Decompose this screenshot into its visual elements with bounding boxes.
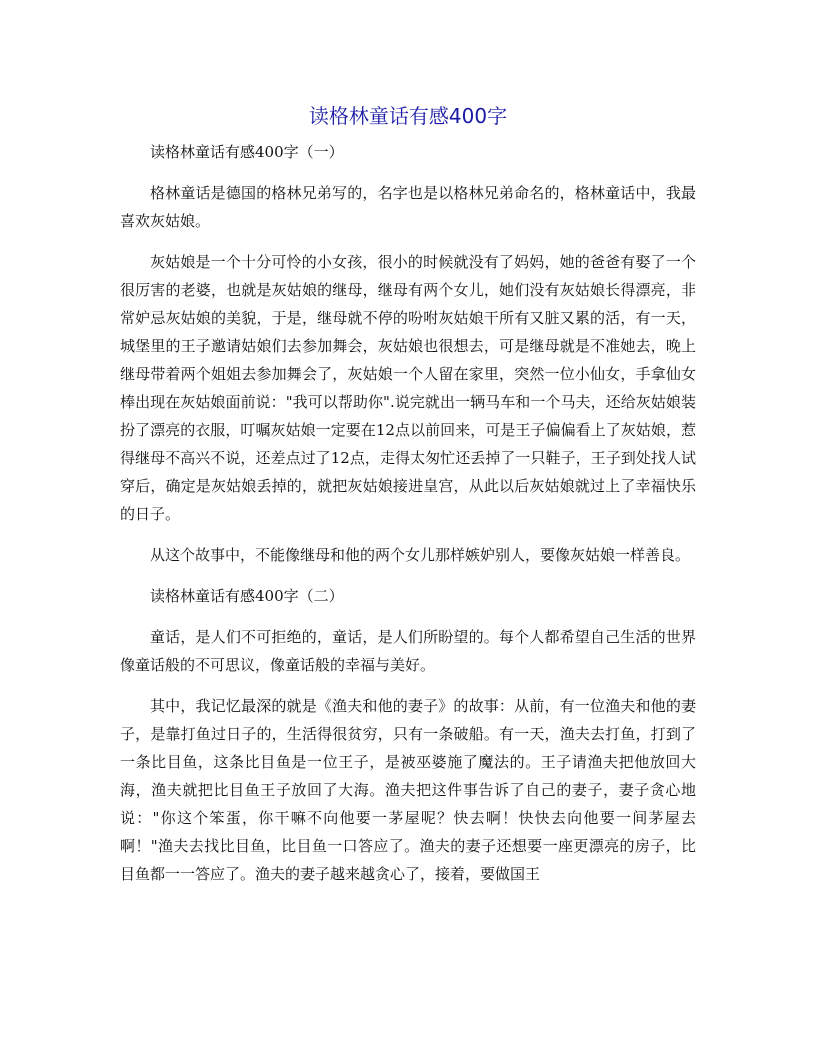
- section-heading-2: 读格林童话有感400字（二）: [150, 587, 344, 605]
- paragraph: 从这个故事中，不能像继母和他的两个女儿那样嫉妒别人，要像灰姑娘一样善良。: [150, 546, 691, 564]
- document-title: 读格林童话有感400字: [308, 104, 508, 128]
- section-heading-1: 读格林童话有感400字（一）: [150, 143, 344, 161]
- paragraph: 格林童话是德国的格林兄弟写的，名字也是以格林兄弟命名的，格林童话中，我最喜欢灰姑娘。: [120, 184, 696, 230]
- paragraph: 灰姑娘是一个十分可怜的小女孩，很小的时候就没有了妈妈，她的爸爸有娶了一个很厉害的老婆，也就是灰姑娘的继母，继母有两个女儿，她们没有灰姑娘长得漂亮，非常妒忌灰姑娘的美貌，于是，继母就不停的吩咐灰姑娘干所有又脏又累的活，有一天，城堡里的王子邀请姑娘们去参加舞会，灰姑娘也很想去，可是继母就是不准她去，晚上继母带着两个姐姐去参加舞会了，灰姑娘一个人留在家里，突然一位小仙女，手拿仙女棒出现在灰姑娘面前说："我可以帮助你".说完就出一辆马车和一个马夫，还给灰姑娘装扮了漂亮的衣服，叮嘱灰姑娘一定要在12点以前回来，可是王子偏偏看上了灰姑娘，惹得继母不高兴不说，还差点过了12点，走得太匆忙还丢掉了一只鞋子，王子到处找人试穿后，确定是灰姑娘丢掉的，就把灰姑娘接进皇宫，从此以后灰姑娘就过上了幸福快乐的日子。: [120, 253, 696, 523]
- document-body: [120, 138, 696, 901]
- paragraph: 童话，是人们不可拒绝的，童话，是人们所盼望的。每个人都希望自己生活的世界像童话般的不可思议，像童话般的幸福与美好。: [120, 628, 696, 674]
- paragraph: 其中，我记忆最深的就是《渔夫和他的妻子》的故事：从前，有一位渔夫和他的妻子，是靠打鱼过日子的，生活得很贫穷，只有一条破船。有一天，渔夫去打鱼，打到了一条比目鱼，这条比目鱼是一位王子，是被巫婆施了魔法的。王子请渔夫把他放回大海，渔夫就把比目鱼王子放回了大海。渔夫把这件事告诉了自己的妻子，妻子贪心地说："你这个笨蛋，你干嘛不向他要一茅屋呢？快去啊！快快去向他要一间茅屋去啊！"渔夫去找比目鱼，比目鱼一口答应了。渔夫的妻子还想要一座更漂亮的房子，比目鱼都一一答应了。渔夫的妻子越来越贪心了，接着，要做国王: [120, 697, 696, 883]
